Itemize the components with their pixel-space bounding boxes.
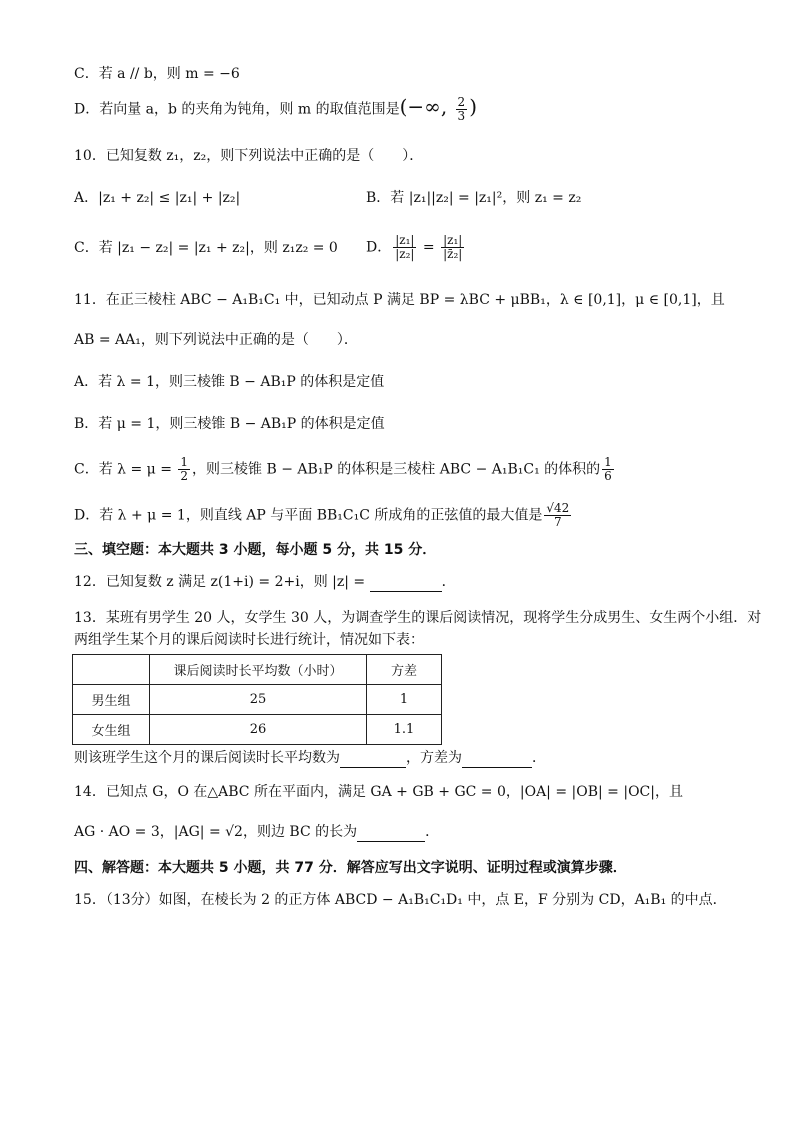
q10-option-c: C．若 |z₁ − z₂| = |z₁ + z₂|，则 z₁z₂ = 0 (74, 240, 338, 256)
table-cell-group: 男生组 (73, 685, 150, 715)
q9-option-d-interval-right: ) (469, 94, 477, 119)
q14-line2-text: AG · AO = 3，|AG| = √2，则边 BC 的长为 (74, 824, 358, 840)
table-cell-mean: 26 (150, 715, 367, 745)
table-header-cell: 方差 (367, 655, 442, 685)
q13-after-prefix: 则该班学生这个月的课后阅读时长平均数为 (74, 750, 340, 766)
q12-text: 12．已知复数 z 满足 z(1+i) = 2+i，则 |z| = (74, 574, 370, 590)
table-cell-variance: 1.1 (367, 715, 442, 745)
q12-end: ． (441, 574, 456, 590)
q13-mean-answer-blank[interactable] (340, 753, 406, 768)
q9-option-d-interval-left: (−∞, (399, 94, 454, 119)
q11-stem-line1: 11．在正三棱柱 ABC − A₁B₁C₁ 中，已知动点 P 满足 BP = λBC + μBB₁，λ ∈ [0,1]，μ ∈ [0,1]，且 (74, 292, 725, 308)
q11-option-c-fraction-sixth (602, 456, 614, 483)
q13-variance-answer-blank[interactable] (462, 753, 532, 768)
equals-sign: = (418, 239, 440, 256)
q9-option-d-fraction (456, 96, 468, 123)
q12-answer-blank[interactable] (370, 577, 442, 592)
q14-answer-blank[interactable] (357, 827, 425, 842)
q10-stem: 10．已知复数 z₁，z₂，则下列说法中正确的是（ ）． (74, 148, 424, 164)
q13-line1: 13．某班有男学生 20 人，女学生 30 人，为调查学生的课后阅读情况，现将学生分成男生、女生两个小组．对 (74, 610, 762, 626)
table-cell-mean: 25 (150, 685, 367, 715)
reading-time-table (72, 654, 442, 745)
table-cell-variance: 1 (367, 685, 442, 715)
q10-option-d-label: D． (366, 239, 392, 256)
fraction-denominator: 6 (604, 469, 612, 483)
q11-option-c-fraction-half (178, 456, 190, 483)
q13-after-middle: ，方差为 (406, 750, 462, 766)
q11-option-c (74, 456, 616, 483)
fraction-numerator: |z₁| (395, 233, 415, 247)
q10-option-d-rhs (441, 234, 464, 261)
fraction-denominator: 2 (180, 469, 189, 483)
fraction-denominator: 7 (554, 515, 562, 529)
fraction-numerator: 2 (457, 95, 466, 109)
fraction-denominator: |z₂| (395, 247, 415, 261)
q11-option-a: A．若 λ = 1，则三棱锥 B − AB₁P 的体积是定值 (74, 374, 385, 390)
q11-option-d (74, 502, 573, 529)
q14-line1: 14．已知点 G，O 在△ABC 所在平面内，满足 GA + GB + GC = 0，|OA| = |OB| = |OC|，且 (74, 784, 683, 800)
table-row (73, 715, 442, 745)
q10-option-b: B．若 |z₁||z₂| = |z₁|²，则 z₁ = z₂ (366, 190, 582, 206)
fraction-numerator: |z₁| (443, 233, 463, 247)
fraction-numerator: 1 (180, 455, 189, 469)
q14-end: ． (425, 824, 440, 840)
q9-option-c: C．若 a // b，则 m = −6 (74, 66, 240, 82)
table-header-row (73, 655, 442, 685)
q11-option-d-fraction (544, 502, 571, 529)
fraction-denominator: |z̄₂| (443, 247, 463, 261)
q12 (74, 572, 456, 592)
q15-text: 15．（13分）如图，在棱长为 2 的正方体 ABCD − A₁B₁C₁D₁ 中，点 E，F 分别为 CD，A₁B₁ 的中点． (74, 892, 727, 908)
q11-option-d-prefix: D．若 λ + μ = 1，则直线 AP 与平面 BB₁C₁C 所成角的正弦值的最大值是 (74, 507, 543, 524)
q13-after (74, 748, 546, 768)
q9-option-d-text: D．若向量 a，b 的夹角为钝角，则 m 的取值范围是 (74, 101, 400, 118)
table-header-cell: 课后阅读时长平均数（小时） (150, 655, 367, 685)
q11-option-c-middle: ，则三棱锥 B − AB₁P 的体积是三棱柱 ABC − A₁B₁C₁ 的体积的 (192, 461, 601, 478)
section-heading-fill-in: 三、填空题：本大题共 3 小题，每小题 5 分，共 15 分． (74, 542, 437, 558)
section-heading-solutions: 四、解答题：本大题共 5 小题，共 77 分．解答应写出文字说明、证明过程或演算步骤． (74, 860, 627, 876)
q11-stem-line2: AB = AA₁，则下列说法中正确的是（ ）． (74, 332, 358, 348)
table-header-cell (73, 655, 150, 685)
fraction-numerator: √42 (546, 501, 570, 515)
q11-option-c-prefix: C．若 λ = μ = (74, 461, 177, 478)
q13-line2: 两组学生某个月的课后阅读时长进行统计，情况如下表： (74, 632, 424, 648)
fraction-numerator: 1 (604, 455, 612, 469)
q10-option-a: A．|z₁ + z₂| ≤ |z₁| + |z₂| (74, 190, 241, 206)
table-cell-group: 女生组 (73, 715, 150, 745)
q10-option-d (366, 234, 466, 261)
q13-after-end: ． (532, 750, 546, 766)
q14-line2 (74, 822, 439, 842)
q9-option-d (74, 96, 477, 123)
table-row (73, 685, 442, 715)
q10-option-d-lhs (393, 234, 416, 261)
fraction-denominator: 3 (457, 109, 466, 123)
q11-option-b: B．若 μ = 1，则三棱锥 B − AB₁P 的体积是定值 (74, 416, 385, 432)
